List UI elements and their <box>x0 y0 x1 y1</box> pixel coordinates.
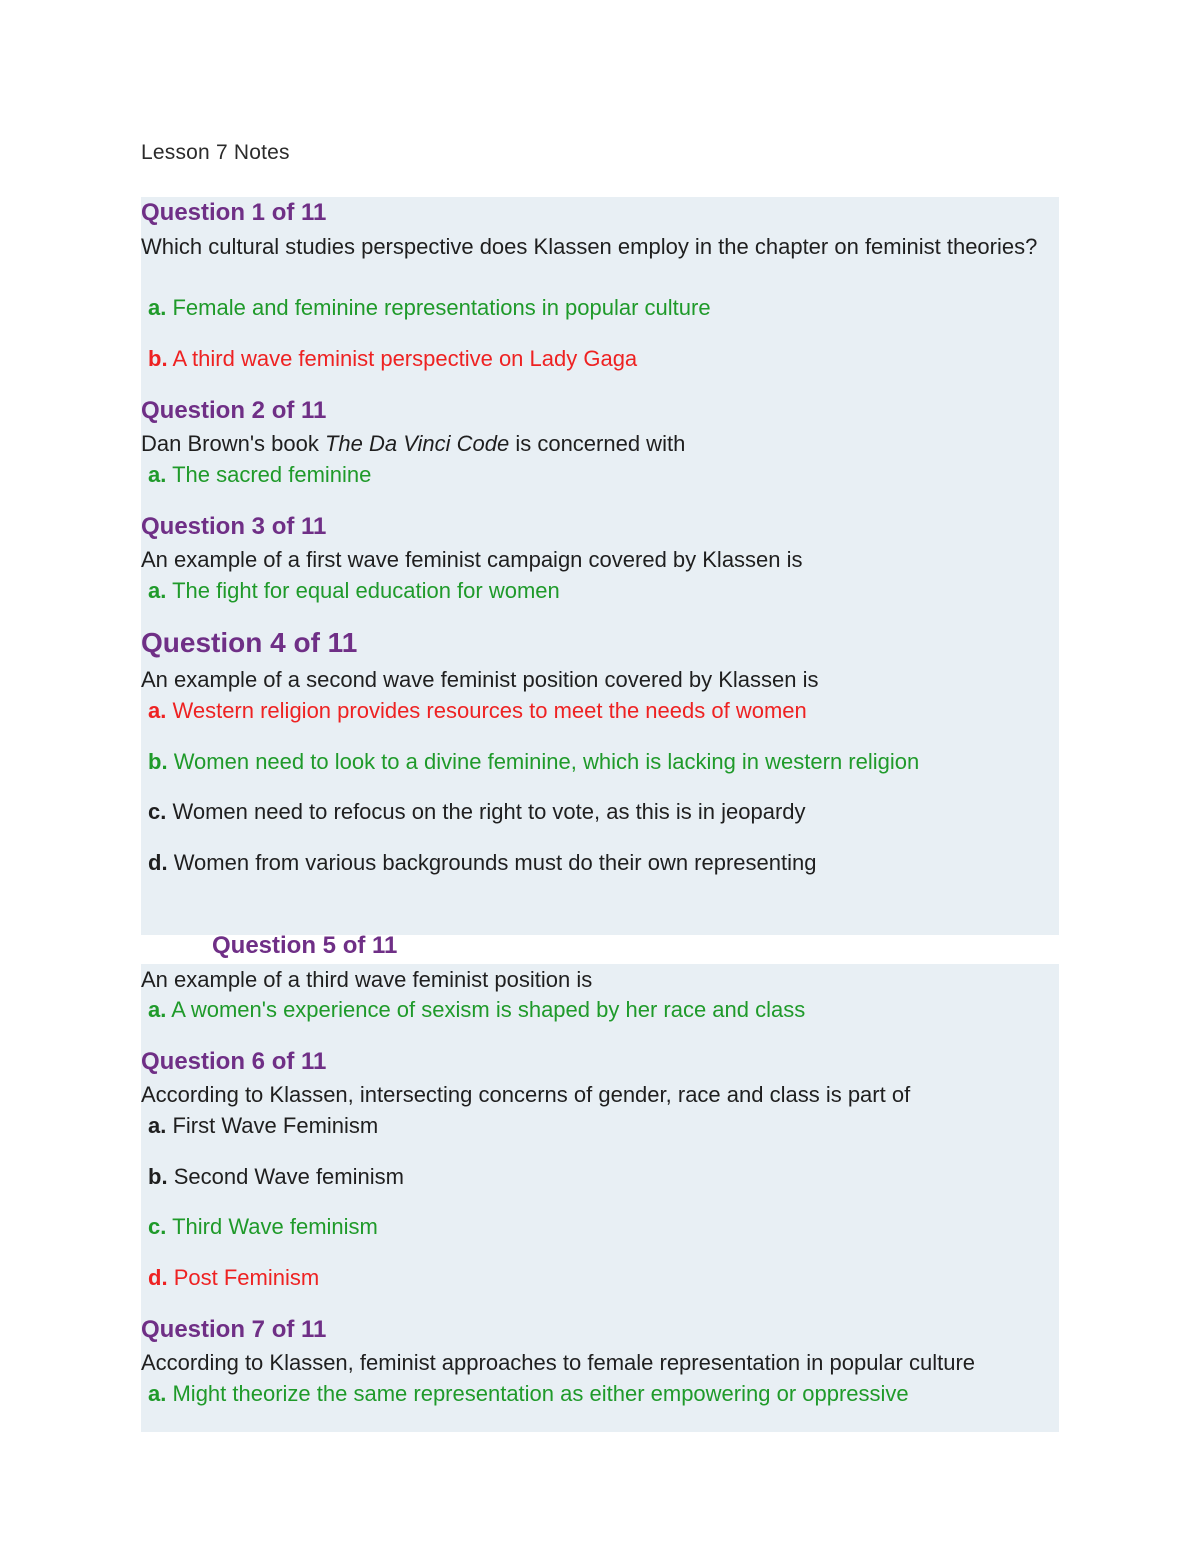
option-text: A women's experience of sexism is shaped by her race and class <box>171 997 806 1022</box>
question-6-option-d <box>148 1263 319 1293</box>
question-1-option-a <box>148 293 711 323</box>
option-text: The sacred feminine <box>172 462 372 487</box>
question-1-option-b <box>148 344 637 374</box>
question-5-option-a <box>148 995 805 1025</box>
option-letter: a. <box>148 462 167 487</box>
option-letter: b. <box>148 1164 168 1189</box>
option-letter: d. <box>148 850 168 875</box>
question-5-text: An example of a third wave feminist position is <box>141 967 593 992</box>
option-letter: a. <box>148 1113 167 1138</box>
option-letter: d. <box>148 1265 168 1290</box>
book-title: The Da Vinci Code <box>324 431 510 456</box>
question-7-text: According to Klassen, feminist approaches to female representation in popular culture <box>141 1350 976 1375</box>
option-text: A third wave feminist perspective on Lady Gaga <box>172 346 638 371</box>
option-text: Women from various backgrounds must do their own representing <box>173 850 817 875</box>
option-letter: a. <box>148 578 167 603</box>
question-4-text: An example of a second wave feminist position covered by Klassen is <box>141 667 819 692</box>
option-text: First Wave Feminism <box>172 1113 379 1138</box>
question-4-option-c <box>148 797 806 827</box>
option-text: Women need to refocus on the right to vote, as this is in jeopardy <box>172 799 806 824</box>
question-7-heading: Question 7 of 11 <box>141 1316 327 1343</box>
option-letter: b. <box>148 749 168 774</box>
question-2-heading: Question 2 of 11 <box>141 397 327 424</box>
option-text: Might theorize the same representation as either empowering or oppressive <box>172 1381 909 1406</box>
option-letter: a. <box>148 1381 167 1406</box>
option-letter: a. <box>148 295 167 320</box>
option-letter: b. <box>148 346 168 371</box>
question-5-heading: Question 5 of 11 <box>212 932 398 959</box>
option-letter: a. <box>148 997 167 1022</box>
option-text: Women need to look to a divine feminine, which is lacking in western religion <box>173 749 920 774</box>
question-7-option-a <box>148 1379 909 1409</box>
question-1-heading: Question 1 of 11 <box>141 199 327 226</box>
question-3-text: An example of a first wave feminist campaign covered by Klassen is <box>141 547 803 572</box>
question-4-heading: Question 4 of 11 <box>141 627 358 658</box>
option-text: Second Wave feminism <box>173 1164 404 1189</box>
question-2-option-a <box>148 460 371 490</box>
question-4-option-b <box>148 747 919 777</box>
option-letter: a. <box>148 698 167 723</box>
option-text: Third Wave feminism <box>172 1214 378 1239</box>
option-text: Western religion provides resources to meet the needs of women <box>172 698 807 723</box>
option-letter: c. <box>148 1214 167 1239</box>
question-1-text: Which cultural studies perspective does Klassen employ in the chapter on feminist theories? <box>141 234 1038 259</box>
question-6-text: According to Klassen, intersecting concerns of gender, race and class is part of <box>141 1082 911 1107</box>
document-title: Lesson 7 Notes <box>141 141 290 164</box>
option-text: The fight for equal education for women <box>172 578 560 603</box>
question-4-option-d <box>148 848 816 878</box>
question-4-option-a <box>148 696 807 726</box>
option-letter: c. <box>148 799 167 824</box>
question-3-heading: Question 3 of 11 <box>141 513 327 540</box>
question-2-text <box>141 428 1041 459</box>
option-text: Female and feminine representations in popular culture <box>172 295 711 320</box>
question-2-text-after: is concerned with <box>509 431 686 456</box>
question-6-option-c <box>148 1212 378 1242</box>
question-2-text-before: Dan Brown's book <box>141 431 325 456</box>
option-text: Post Feminism <box>173 1265 320 1290</box>
question-6-option-a <box>148 1111 378 1141</box>
question-6-heading: Question 6 of 11 <box>141 1048 327 1075</box>
question-6-option-b <box>148 1162 404 1192</box>
question-3-option-a <box>148 576 560 606</box>
